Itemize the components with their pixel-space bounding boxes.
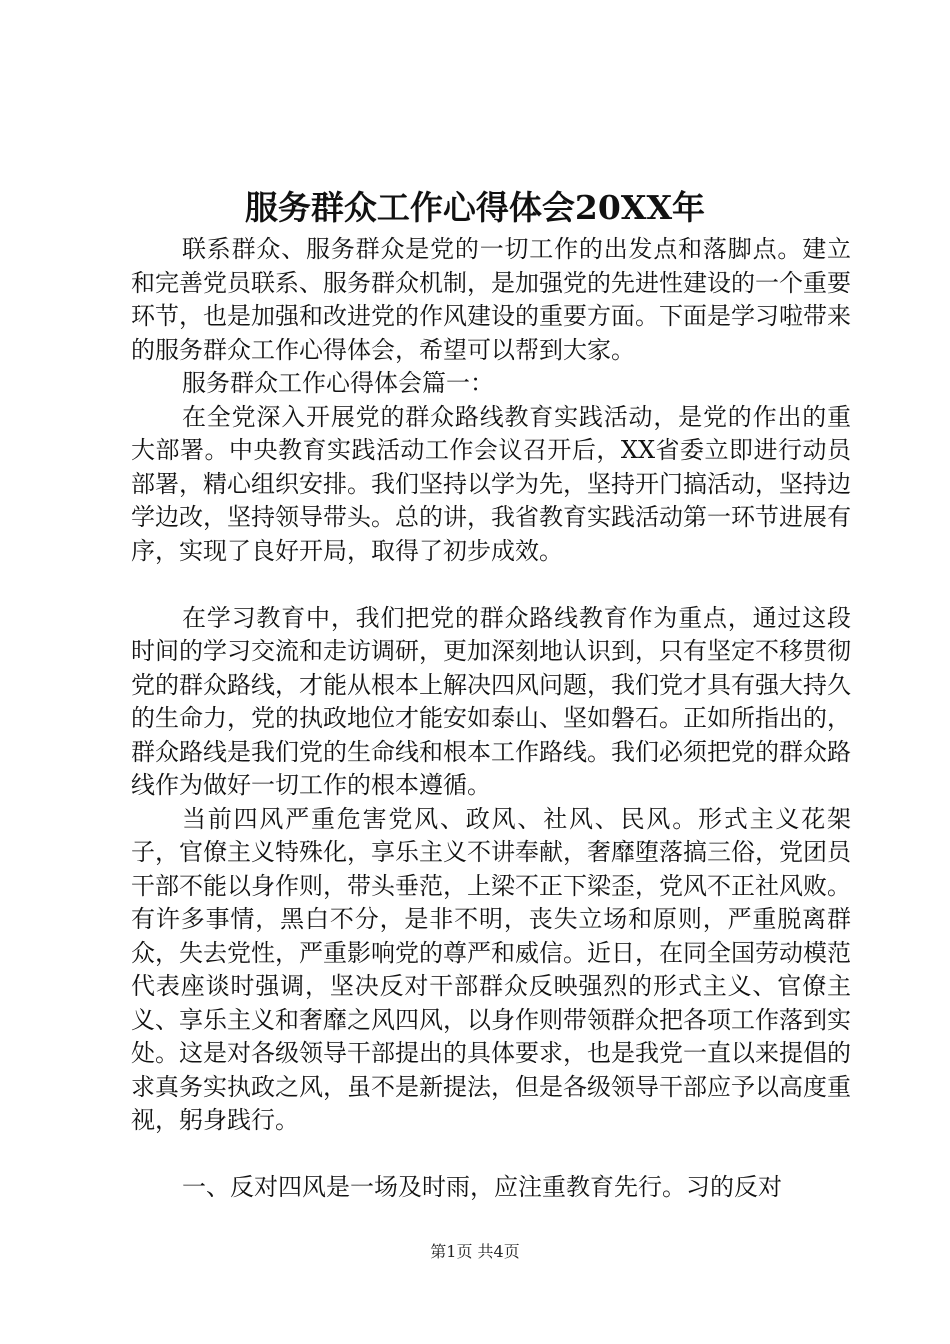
document-body bbox=[131, 233, 851, 1205]
paragraph-study: 在学习教育中，我们把党的群众路线教育作为重点，通过这段时间的学习交流和走访调研，更加深刻地认识到，只有坚定不移贯彻党的群众路线，才能从根本上解决四风问题，我们党才具有强大持久的生命力，党的执政地位才能安如泰山、坚如磐石。正如所指出的，群众路线是我们党的生命线和根本工作路线。我们必须把党的群众路线作为做好一切工作的根本遵循。 bbox=[131, 603, 851, 799]
paragraph-activity: 在全党深入开展党的群众路线教育实践活动，是党的作出的重大部署。中央教育实践活动工作会议召开后，XX省委立即进行动员部署，精心组织安排。我们坚持以学为先，坚持开门搞活动，坚持边学边改，坚持领导带头。总的讲，我省教育实践活动第一环节进展有序，实现了良好开局，取得了初步成效。 bbox=[131, 402, 851, 565]
paragraph-point-one: 一、反对四风是一场及时雨，应注重教育先行。习的反对 bbox=[182, 1173, 782, 1201]
document-title: 服务群众工作心得体会20XX年 bbox=[244, 188, 706, 227]
paragraph-section-heading: 服务群众工作心得体会篇一： bbox=[182, 369, 494, 397]
paragraph-four-winds: 当前四风严重危害党风、政风、社风、民风。形式主义花架子，官僚主义特殊化，享乐主义不讲奉献，奢靡堕落搞三俗，党团员干部不能以身作则，带头垂范，上梁不正下梁歪，党风不正社风败。有许多事情，黑白不分，是非不明，丧失立场和原则，严重脱离群众，失去党性，严重影响党的尊严和威信。近日，在同全国劳动模范代表座谈时强调，坚决反对干部群众反映强烈的形式主义、官僚主义、享乐主义和奢靡之风四风，以身作则带领群众把各项工作落到实处。这是对各级领导干部提出的具体要求，也是我党一直以来提倡的求真务实执政之风，虽不是新提法，但是各级领导干部应予以高度重视，躬身践行。 bbox=[131, 804, 851, 1134]
paragraph-intro: 联系群众、服务群众是党的一切工作的出发点和落脚点。建立和完善党员联系、服务群众机制，是加强党的先进性建设的一个重要环节，也是加强和改进党的作风建设的重要方面。下面是学习啦带来的服务群众工作心得体会，希望可以帮到大家。 bbox=[131, 235, 851, 364]
page-number: 第1页 共4页 bbox=[430, 1242, 520, 1261]
